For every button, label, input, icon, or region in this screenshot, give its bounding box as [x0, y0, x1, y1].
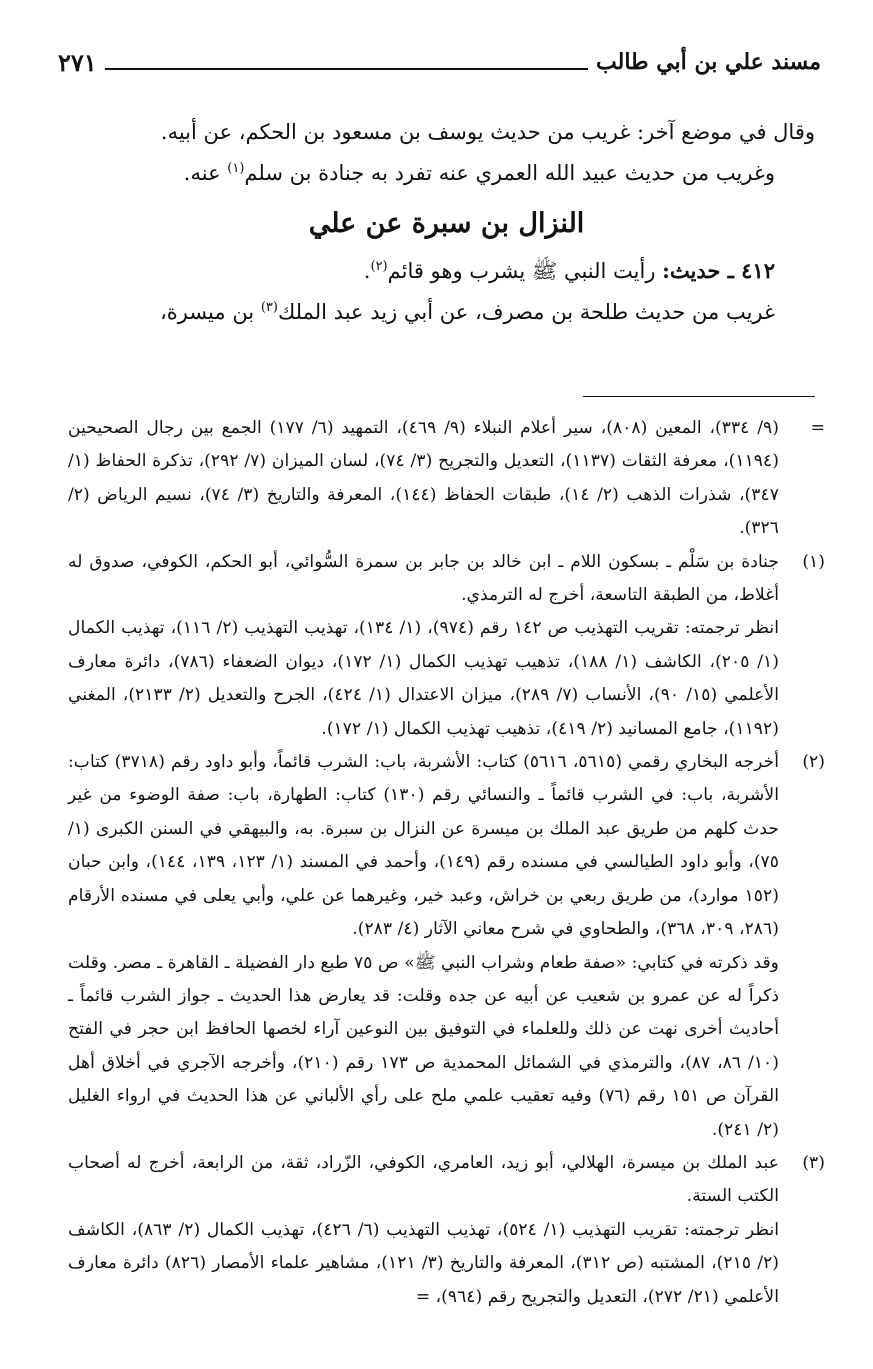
footnote-paragraph: جنادة بن سَلْم ـ بسكون اللام ـ ابن خالد بن جابر بن سمرة السُّوائي، أبو الحكم، الكوفي، صدوق له أغلاط، من الطبقة التاسعة، أخرج له الترمذي. [68, 551, 779, 606]
section-heading: النزال بن سبرة عن علي [308, 208, 585, 239]
footnote-paragraph: وقد ذكرته في كتابي: «صفة طعام وشراب النبي ﷺ» ص ٧٥ طبع دار الفضيلة ـ القاهرة ـ مصر. وقلت ذكراً له عن عمرو بن شعيب عن أبيه عن جده وقلت: قد يعارض هذا الحديث ـ جواز الشرب قائماً ـ أحاديث أخرى نهت عن ذلك وللعلماء في التوفيق بين النوعين آراء لخصها الحافظ ابن حجر في الفتح (١٠/ ٨٦، ٨٧)، والترمذي في الشمائل المحمدية ص ١٧٣ رقم (٢١٠)، وأخرجه الآجري في أخلاق أهل القرآن ص ١٥١ رقم (٧٦) وفيه تعقيب علمي ملح على رأي الألباني عن هذا الحديث في ارواء الغليل (٢/ ٢٤١). [68, 952, 779, 1140]
footnotes [68, 412, 825, 1314]
footnote-marker: (٢) [802, 752, 825, 773]
page-header [58, 42, 821, 82]
paragraph-3-tail: بن ميسرة، [159, 300, 261, 324]
footnote-separator [583, 396, 815, 397]
hadith-entry [78, 250, 815, 292]
paragraph-2 [78, 153, 815, 194]
footnote-marker: (١) [802, 551, 825, 572]
hadith-number-label: ٤١٢ ـ حديث: [662, 258, 775, 283]
footnote-marker: (٣) [802, 1152, 825, 1173]
footnote-paragraph: (٩/ ٣٣٤)، المعين (٨٠٨)، سير أعلام النبلاء (٩/ ٤٦٩)، التمهيد (٦/ ١٧٧) الجمع بين رجال الصحيحين (١١٩٤)، معرفة الثقات (١١٣٧)، التعديل والتجريح (٣/ ٧٤)، لسان الميزان (٧/ ٢٩٢)، تذكرة الحفاظ (١/ ٣٤٧)، شذرات الذهب (٢/ ١٤)، طبقات الحفاظ (١٤٤)، المعرفة والتاريخ (٣/ ٧٤)، نسيم الرياض (٢/ ٣٢٦). [68, 418, 779, 539]
paragraph-3-text: غريب من حديث طلحة بن مصرف، عن أبي زيد عبد الملك [277, 300, 775, 324]
paragraph-2-tail: عنه. [183, 161, 228, 185]
footnote-3 [68, 1147, 825, 1314]
footnote-marker: = [810, 418, 825, 438]
footnote-ref-2[interactable]: (٢) [370, 259, 388, 274]
hadith-text: رأيت النبي ﷺ يشرب وهو قائم [387, 259, 663, 283]
header-rule [105, 68, 588, 70]
page-number: ٢٧١ [58, 47, 97, 77]
running-title: مسند علي بن أبي طالب [596, 49, 821, 75]
footnote-paragraph: عبد الملك بن ميسرة، الهلالي، أبو زيد، العامري، الكوفي، الزّراد، ثقة، من الرابعة، أخرج له أصحاب الكتب الستة. [68, 1152, 779, 1207]
footnote-paragraph: انظر ترجمته: تقريب التهذيب (١/ ٥٢٤)، تهذيب التهذيب (٦/ ٤٢٦)، تهذيب الكمال (٢/ ٨٦٣)، الكاشف (٢/ ٢١٥)، المشتبه (ص ٣١٢)، المعرفة والتاريخ (٣/ ١٢١)، مشاهير علماء الأمصار (٨٢٦) دائرة معارف الأعلمي (٢١/ ٢٧٢)، التعديل والتجريح رقم (٩٦٤)، = [68, 1219, 780, 1307]
main-text [78, 112, 815, 333]
paragraph-3 [78, 292, 815, 333]
paragraph-2-text: وغريب من حديث عبيد الله العمري عنه تفرد به جنادة بن سلم [244, 161, 775, 185]
footnote-1 [68, 546, 825, 746]
footnote-paragraph: أخرجه البخاري رقمي (٥٦١٥، ٥٦١٦) كتاب: الأشربة، باب: الشرب قائماً، وأبو داود رقم (٣٧١٨) كتاب: الأشربة، باب: في الشرب قائماً ـ والنسائي رقم (١٣٠) كتاب: الطهارة، باب: صفة الوضوء من غير حدث كلهم من طريق عبد الملك بن ميسرة عن النزال بن سبرة. به، والبيهقي في السنن الكبرى (١/ ٧٥)، وأبو داود الطيالسي في مسنده رقم (١٤٩)، وأحمد في المسند (١/ ١٢٣، ١٣٩، ١٤٤)، وابن حبان (١٥٢ موارد)، من طريق ربعي بن خراش، وعبد خير، وغيرهما عن علي، وأبي يعلى في مسنده الأرقام (٢٨٦، ٣٠٩، ٣٦٨)، والطحاوي في شرح معاني الآثار (٤/ ٢٨٣). [68, 752, 779, 940]
paragraph-1: وقال في موضع آخر: غريب من حديث يوسف بن مسعود بن الحكم، عن أبيه. [160, 120, 815, 144]
footnote-continuation [68, 412, 825, 546]
footnote-ref-3[interactable]: (٣) [260, 300, 278, 315]
footnote-paragraph: انظر ترجمته: تقريب التهذيب ص ١٤٢ رقم (٩٧٤)، (١/ ١٣٤)، تهذيب التهذيب (٢/ ١١٦)، تهذيب الكمال (١/ ٢٠٥)، الكاشف (١/ ١٨٨)، تذهيب تهذيب الكمال (١/ ١٧٢)، ديوان الضعفاء (٧٨٦)، دائرة معارف الأعلمي (١٥/ ٩٠)، الأنساب (٧/ ٢٨٩)، ميزان الاعتدال (١/ ٤٢٤)، الجرح والتعديل (٢/ ٢١٣٣)، المغني (١١٩٢)، جامع المسانيد (٢/ ٤١٩)، تذهيب تهذيب الكمال (١/ ١٧٢). [68, 618, 779, 739]
footnote-2 [68, 746, 825, 1147]
footnote-ref-1[interactable]: (١) [227, 161, 245, 176]
hadith-tail: . [363, 259, 371, 283]
